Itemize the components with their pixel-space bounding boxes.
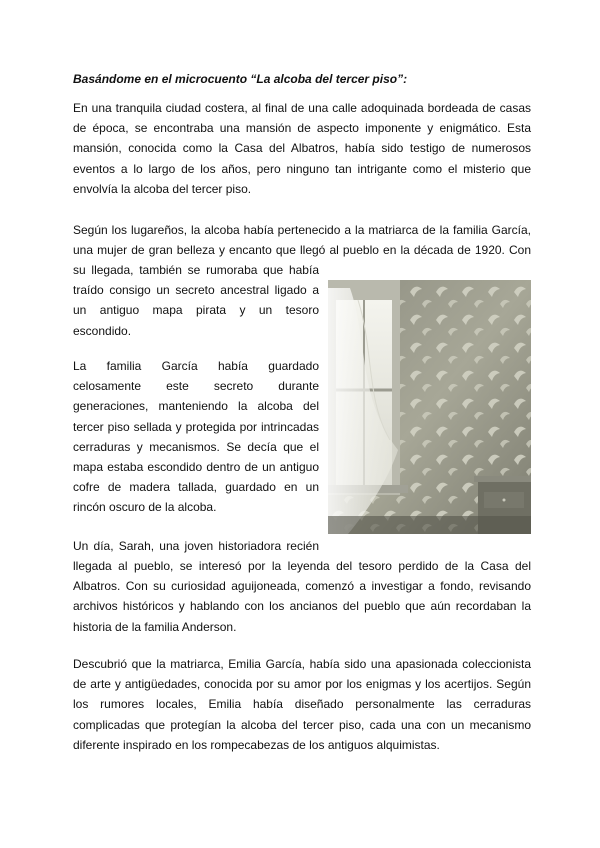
text-line: de época, se encontraba una mansión de aspecto imponente y enigmático. Esta	[73, 121, 531, 136]
text-line: de arte y antigüedades, conocida por su amor por los enigmas y los acertijos. Según	[73, 677, 531, 692]
text-line: historia de la familia Anderson.	[73, 619, 237, 634]
text-line: La familia García había guardado	[73, 359, 319, 373]
text-line: cerraduras y mecanismos. Se decía que el	[73, 439, 319, 454]
paragraph-4-continued	[73, 556, 531, 637]
text-line: mapa estaba escondido dentro de un antiguo	[73, 460, 319, 475]
paragraph-4	[73, 536, 319, 556]
text-line: archivos históricos y hablando con los ancianos del pueblo que aún recordaban la	[73, 599, 531, 614]
text-line: cofre de madera tallada, guardado en un	[73, 480, 319, 495]
text-line: llegada al pueblo, se interesó por la leyenda del tesoro perdido de la Casa del	[73, 559, 531, 573]
text-line: mansión, conocida como la Casa del Albatros, había sido testigo de numerosos	[73, 141, 531, 156]
text-line: un antiguo mapa pirata y un tesoro	[73, 303, 319, 318]
paragraph-5	[73, 654, 531, 755]
text-line: diferente inspirado en los rompecabezas de los antiguos alquimistas.	[73, 737, 440, 752]
text-line: escondido.	[73, 323, 132, 338]
text-line: eventos a lo largo de los años, pero ninguno tan intrigante como el misterio que	[73, 161, 531, 176]
text-line: los rumores locales, Emilia había diseñado personalmente las cerraduras	[73, 697, 531, 712]
text-line: una mujer de gran belleza y encanto que llegó al pueblo en la década de 1920. Con	[73, 243, 531, 258]
text-line: Albatros. Con su curiosidad aguijoneada, comenzó a investigar a fondo, revisando	[73, 579, 531, 594]
text-line: generaciones, manteniendo la alcoba del	[73, 399, 319, 414]
text-line: traído consigo un secreto ancestral ligado a	[73, 283, 319, 298]
paragraph-1	[73, 98, 531, 199]
text-line: envolvía la alcoba del tercer piso.	[73, 181, 252, 196]
text-line: Descubrió que la matriarca, Emilia García, había sido una apasionada coleccionista	[73, 657, 531, 671]
document-title: Basándome en el microcuento “La alcoba del tercer piso”:	[73, 72, 408, 86]
text-line: Según los lugareños, la alcoba había pertenecido a la matriarca de la familia García,	[73, 223, 531, 237]
paragraph-2-continued	[73, 260, 319, 341]
room-window-illustration	[328, 280, 531, 534]
text-line: celosamente este secreto durante	[73, 379, 319, 394]
text-line: Un día, Sarah, una joven historiadora recién	[73, 539, 319, 553]
text-line: tercer piso sellada y protegida por intrincadas	[73, 419, 319, 434]
illustration-svg	[328, 280, 531, 534]
text-line: su llegada, también se rumoraba que había	[73, 263, 319, 277]
text-line: En una tranquila ciudad costera, al final de una calle adoquinada bordeada de casas	[73, 101, 531, 115]
text-line: complicadas que protegían la alcoba del tercer piso, cada una con un mecanismo	[73, 717, 531, 732]
text-line: rincón oscuro de la alcoba.	[73, 500, 217, 515]
paragraph-2	[73, 220, 531, 260]
paragraph-3	[73, 356, 319, 518]
